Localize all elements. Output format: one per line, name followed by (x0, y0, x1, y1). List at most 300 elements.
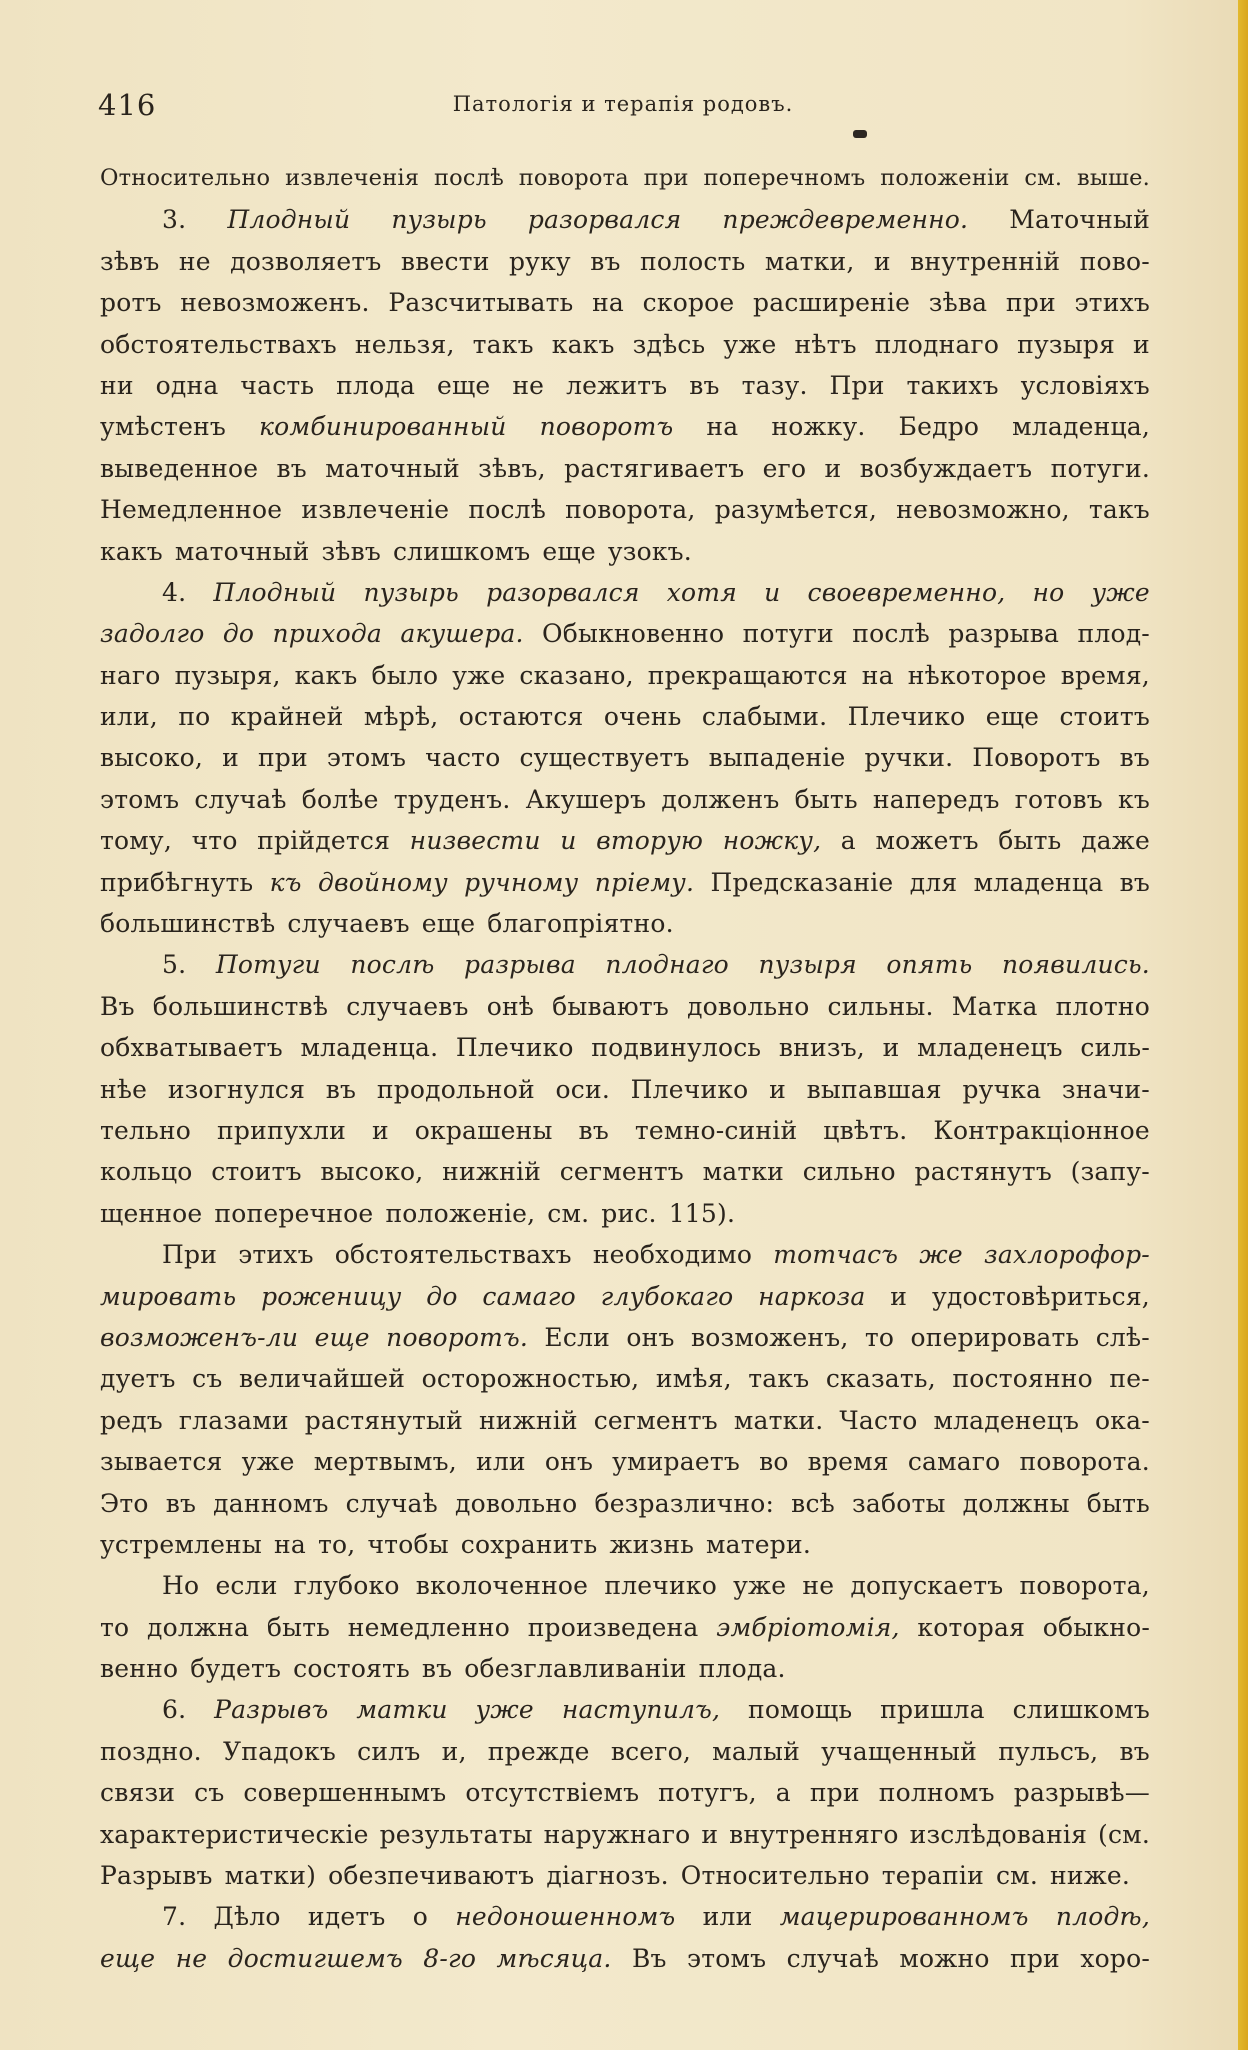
text-line (100, 1855, 1150, 1896)
word: пово- (1079, 246, 1150, 276)
word: въ (421, 1654, 453, 1684)
word: поворотъ. (386, 1322, 529, 1352)
word: плечико (604, 1571, 717, 1601)
word: до (426, 1281, 458, 1311)
word: Предсказаніе (710, 867, 894, 897)
word: имѣя, (655, 1364, 732, 1394)
word: случаѣ (194, 784, 287, 814)
word: къ (269, 867, 302, 897)
text-line (100, 986, 1150, 1027)
word: и (1133, 329, 1150, 359)
word: силъ (357, 1736, 421, 1766)
word: уже (723, 329, 777, 359)
word: на (706, 412, 739, 442)
text-line (100, 199, 1150, 240)
word: по (178, 702, 211, 732)
word: пузыря, (174, 660, 281, 690)
word: выпавшая (806, 1074, 942, 1104)
word: Если (544, 1322, 611, 1352)
text-line (100, 1193, 1150, 1234)
text-line (100, 1069, 1150, 1110)
word: пузыря (758, 950, 857, 980)
word: и (769, 1074, 786, 1104)
word: см. (1024, 165, 1063, 191)
word: такъ (748, 1364, 810, 1394)
word: нижній (442, 1157, 542, 1187)
word: ножку, (722, 826, 822, 856)
word: или (475, 1447, 526, 1477)
word: Контракціонное (933, 1115, 1150, 1145)
text-line (100, 1524, 1150, 1565)
word: цвѣтъ. (823, 1115, 908, 1145)
word: и (764, 577, 781, 607)
word: мировать (100, 1281, 237, 1311)
word: безразлично: (594, 1488, 775, 1518)
word: учащенный (821, 1736, 978, 1766)
word: не (175, 1943, 208, 1973)
word: пузыря (1017, 329, 1116, 359)
word: онъ (626, 1322, 675, 1352)
word: немедленно (347, 1612, 510, 1642)
word: еще (542, 536, 596, 566)
word: пріему. (594, 867, 695, 897)
word: плода (336, 370, 416, 400)
word: и (222, 743, 239, 773)
word: нельзя, (354, 329, 455, 359)
word: такихъ (906, 370, 999, 400)
word: можно (899, 1943, 990, 1973)
word: дуетъ (100, 1364, 176, 1394)
word: матки, (764, 246, 855, 276)
word: совершеннымъ (243, 1778, 447, 1808)
word: готовъ (1014, 784, 1103, 814)
word: въ (276, 453, 307, 483)
word: 5. (162, 950, 187, 980)
word: тому, (100, 826, 172, 856)
word: мертвымъ, (313, 1447, 457, 1477)
word: зывается (100, 1447, 223, 1477)
word: плод- (1077, 619, 1150, 649)
word: поворота. (1019, 1447, 1150, 1477)
word: возбуждаетъ (859, 453, 1033, 483)
word: онъ (544, 1447, 594, 1477)
word: и (560, 826, 577, 856)
word: извлеченіе (301, 495, 450, 525)
text-line (100, 158, 1150, 199)
word: слѣ- (1095, 1322, 1150, 1352)
word: труденъ. (393, 784, 511, 814)
text-line (100, 1731, 1150, 1772)
word: слабыми. (701, 702, 828, 732)
word: младенца. (300, 1033, 439, 1063)
word: матери. (706, 1529, 812, 1559)
word: случаѣ (345, 1488, 438, 1518)
word: достигшемъ (227, 1943, 403, 1973)
word: выпаденіе (708, 743, 846, 773)
word: задолго (100, 619, 205, 649)
word: обхватываетъ (100, 1033, 283, 1063)
text-line (100, 1110, 1150, 1151)
text-line (100, 1151, 1150, 1192)
word: подвинулось (591, 1033, 762, 1063)
word: положеніи (880, 165, 1010, 191)
word: которая (917, 1612, 1026, 1642)
text-line (100, 820, 1150, 861)
word: уже (733, 1571, 787, 1601)
word: большинствѣ (100, 909, 276, 939)
word: въ (1119, 1736, 1150, 1766)
word: невозможно, (896, 495, 1070, 525)
word: съ (194, 1778, 225, 1808)
word: см. (995, 1861, 1038, 1891)
word: Немедленное (100, 495, 283, 525)
text-line (100, 1441, 1150, 1482)
word: значи- (1061, 1074, 1150, 1104)
word: или, (100, 702, 158, 732)
word: узокъ. (607, 536, 692, 566)
word: матки. (733, 1405, 824, 1435)
word: изогнулся (167, 1074, 306, 1104)
text-line (100, 1772, 1150, 1813)
word: эмбріотомія, (716, 1612, 900, 1642)
text-line (100, 282, 1150, 323)
word: и, (441, 1736, 467, 1766)
word: будетъ (190, 1654, 282, 1684)
word: Плечико (630, 1074, 749, 1104)
word: акушера. (400, 619, 524, 649)
word: здѣсь (632, 329, 706, 359)
word: не (178, 246, 211, 276)
word: выведенное (100, 453, 259, 483)
word: 6. (162, 1695, 187, 1725)
word: ока- (1095, 1405, 1150, 1435)
word: еще (314, 1322, 370, 1352)
word: терапіи (881, 1861, 984, 1891)
text-line (100, 903, 1150, 944)
word: время (807, 1447, 889, 1477)
word: матки (702, 1157, 785, 1187)
text-line (100, 1234, 1150, 1275)
body-text (100, 158, 1150, 1979)
word: окрашены (414, 1115, 553, 1145)
word: 8-го (423, 1943, 477, 1973)
word: слишкомъ (1012, 1695, 1150, 1725)
word: (запу- (1070, 1157, 1150, 1187)
word: тотчасъ (773, 1240, 899, 1270)
word: поворота, (565, 495, 696, 525)
text-line (100, 531, 1150, 572)
word: одна (155, 370, 219, 400)
word: всѣ (791, 1488, 835, 1518)
word: возможенъ-ли (100, 1322, 299, 1352)
word: внизъ, (778, 1033, 865, 1063)
word: полость (639, 246, 746, 276)
word: характеристическіе (100, 1819, 369, 1849)
word: прійдется (257, 826, 391, 856)
word: недоношенномъ (455, 1902, 676, 1932)
word: то, (318, 1529, 356, 1559)
word: Разрывъ (100, 1861, 213, 1891)
text-line (100, 737, 1150, 778)
word: уже (241, 1447, 295, 1477)
word: самаго (482, 1281, 576, 1311)
word: Разрывъ (214, 1695, 329, 1725)
word: діагнозъ. (546, 1861, 669, 1891)
word: разрыва (948, 619, 1060, 649)
word: младенца (973, 867, 1104, 897)
word: крайней (230, 702, 344, 732)
word: въ (1119, 743, 1150, 773)
text-line (100, 779, 1150, 820)
word: прежде (487, 1736, 590, 1766)
word: уже (475, 1695, 534, 1725)
word: случаѣ (786, 1943, 879, 1973)
word: этомъ (687, 1943, 767, 1973)
word: сказать, (825, 1364, 936, 1394)
word: нижній (478, 1405, 578, 1435)
word: ножку. (771, 412, 866, 442)
word: своевременно, (807, 577, 1006, 607)
word: изслѣдованія (909, 1819, 1088, 1849)
word: нѣтъ (794, 329, 857, 359)
word: его (762, 453, 807, 483)
page-number: 416 (98, 88, 157, 122)
word: глазами (178, 1405, 289, 1435)
word: маточный (325, 453, 460, 483)
word: еще (436, 370, 491, 400)
word: Плодный (213, 577, 337, 607)
word: этихъ (1074, 288, 1150, 318)
word: и (890, 1281, 908, 1311)
word: сказано, (519, 660, 634, 690)
word: такъ (1088, 495, 1150, 525)
word: зѣва (928, 288, 988, 318)
word: комбинированный (259, 412, 507, 442)
word: заботы (852, 1488, 946, 1518)
word: возможенъ, (690, 1322, 849, 1352)
word: стоитъ (211, 1157, 302, 1187)
word: въ (590, 246, 621, 276)
word: слишкомъ (392, 536, 531, 566)
word: и (371, 1115, 389, 1145)
word: чтобы (367, 1529, 449, 1559)
word: величайшей (238, 1364, 406, 1394)
word: помощь (748, 1695, 853, 1725)
word: напередъ (872, 784, 1000, 814)
word: расширеніе (753, 288, 911, 318)
word: обстоятельствахъ (100, 329, 337, 359)
word: то (864, 1322, 895, 1352)
word: выше. (1077, 165, 1150, 191)
word: но (1032, 577, 1065, 607)
word: Упадокъ (222, 1736, 336, 1766)
ink-blot (853, 130, 867, 138)
word: условіяхъ (1020, 370, 1150, 400)
word: во (759, 1447, 789, 1477)
word: же (919, 1240, 963, 1270)
word: растягиваетъ (564, 453, 745, 483)
word: разрывѣ— (1013, 1778, 1150, 1808)
word: то (100, 1612, 130, 1642)
word: наркоза (758, 1281, 866, 1311)
word: Акушеръ (525, 784, 647, 814)
word: руку (508, 246, 571, 276)
word: внутренняго (729, 1819, 899, 1849)
word: было (371, 660, 439, 690)
word: лежитъ (566, 370, 668, 400)
word: болѣе (301, 784, 379, 814)
word: необходимо (592, 1240, 753, 1270)
word: венно (100, 1654, 179, 1684)
text-line (100, 1276, 1150, 1317)
word: осторожностью, (421, 1364, 640, 1394)
word: онѣ (486, 991, 535, 1021)
word: матки (356, 1695, 448, 1725)
word: рис. (601, 1198, 657, 1228)
text-line (100, 1565, 1150, 1606)
word: обстоятельствахъ (334, 1240, 572, 1270)
word: можетъ (875, 826, 979, 856)
word: еще (421, 909, 476, 939)
word: въ (689, 370, 720, 400)
word: растянутый (304, 1405, 463, 1435)
word: большинствѣ (152, 991, 329, 1021)
word: вколоченное (415, 1571, 589, 1601)
word: припухли (217, 1115, 346, 1145)
word: нѣе (100, 1074, 148, 1104)
word: роженицу (261, 1281, 402, 1311)
running-title: Патологія и терапія родовъ. (452, 92, 794, 116)
word: ручному (464, 867, 579, 897)
word: не (512, 370, 545, 400)
text-line (100, 1317, 1150, 1358)
word: ввести (400, 246, 490, 276)
word: извлеченія (285, 165, 420, 191)
word: 4. (162, 577, 187, 607)
word: поворота (518, 165, 629, 191)
word: прекращаются (647, 660, 848, 690)
word: поворота, (1019, 1571, 1150, 1601)
word: Плечико (847, 702, 966, 732)
word: или (702, 1902, 753, 1932)
word: самаго (907, 1447, 1001, 1477)
word: поперечномъ (703, 165, 866, 191)
word: что (191, 826, 238, 856)
word: Относительно (680, 1861, 870, 1891)
word: появились. (1001, 950, 1150, 980)
text-line (100, 655, 1150, 696)
word: время, (1060, 660, 1150, 690)
word: какъ (100, 536, 163, 566)
word: При (829, 370, 885, 400)
word: прихода (272, 619, 383, 649)
word: и (824, 453, 842, 483)
word: Обыкновенно (542, 619, 725, 649)
word: если (215, 1571, 278, 1601)
word: довольно (455, 1488, 578, 1518)
word: плоднаго (605, 950, 729, 980)
word: малый (712, 1736, 800, 1766)
word: потугъ, (658, 1778, 757, 1808)
word: Разсчитывать (388, 288, 574, 318)
word: бываютъ (552, 991, 669, 1021)
word: на (274, 1529, 306, 1559)
word: зѣвъ, (478, 453, 546, 483)
text-line (100, 572, 1150, 613)
word: потуги (742, 619, 834, 649)
word: при (1009, 1943, 1060, 1973)
word: пульсъ, (998, 1736, 1099, 1766)
word: положеніе, (385, 1198, 536, 1228)
word: младенецъ (933, 1405, 1080, 1435)
word: при (643, 165, 689, 191)
word: Маточный (1009, 205, 1150, 235)
word: сегментъ (593, 1405, 718, 1435)
word: зѣвъ (100, 246, 160, 276)
text-line (100, 1689, 1150, 1730)
word: хоро- (1080, 1943, 1150, 1973)
word: въ (1119, 867, 1150, 897)
word: умираетъ (612, 1447, 740, 1477)
word: пе- (1109, 1364, 1150, 1394)
word: тельно (100, 1115, 192, 1145)
word: низвести (409, 826, 541, 856)
word: полномъ (878, 1778, 995, 1808)
word: вторую (596, 826, 704, 856)
word: и (873, 246, 891, 276)
word: пузырь (391, 205, 487, 235)
word: должна (147, 1612, 250, 1642)
word: очень (603, 702, 682, 732)
word: а (775, 1778, 791, 1808)
word: устремлены (100, 1529, 263, 1559)
word: продольной (376, 1074, 535, 1104)
word: высоко, (320, 1157, 424, 1187)
word: уже (452, 660, 506, 690)
text-line (100, 448, 1150, 489)
word: съ (192, 1364, 223, 1394)
word: и (882, 1033, 900, 1063)
text-line (100, 241, 1150, 282)
word: не (802, 1571, 835, 1601)
text-line (100, 1483, 1150, 1524)
word: такъ (472, 329, 534, 359)
word: отсутствіемъ (465, 1778, 640, 1808)
word: стоитъ (1059, 702, 1150, 732)
word: нѣкоторое (907, 660, 1047, 690)
word: послѣ (350, 950, 435, 980)
word: зѣвъ (321, 536, 381, 566)
word: при (257, 743, 308, 773)
word: на (861, 660, 894, 690)
word: Плодный (227, 205, 351, 235)
word: мѣрѣ, (363, 702, 439, 732)
word: двойному (317, 867, 448, 897)
word: случаевъ (287, 909, 410, 939)
word: (см. (1098, 1819, 1150, 1849)
word: поздно. (100, 1736, 202, 1766)
word: сохранить (460, 1529, 598, 1559)
word: внутренній (910, 246, 1061, 276)
word: на (592, 288, 625, 318)
word: разрыва (464, 950, 576, 980)
word: связи (100, 1778, 176, 1808)
word: разорвался (527, 205, 682, 235)
text-line (100, 944, 1150, 985)
word: 115). (668, 1198, 736, 1228)
word: жизнь (609, 1529, 695, 1559)
word: младенца, (1012, 412, 1150, 442)
